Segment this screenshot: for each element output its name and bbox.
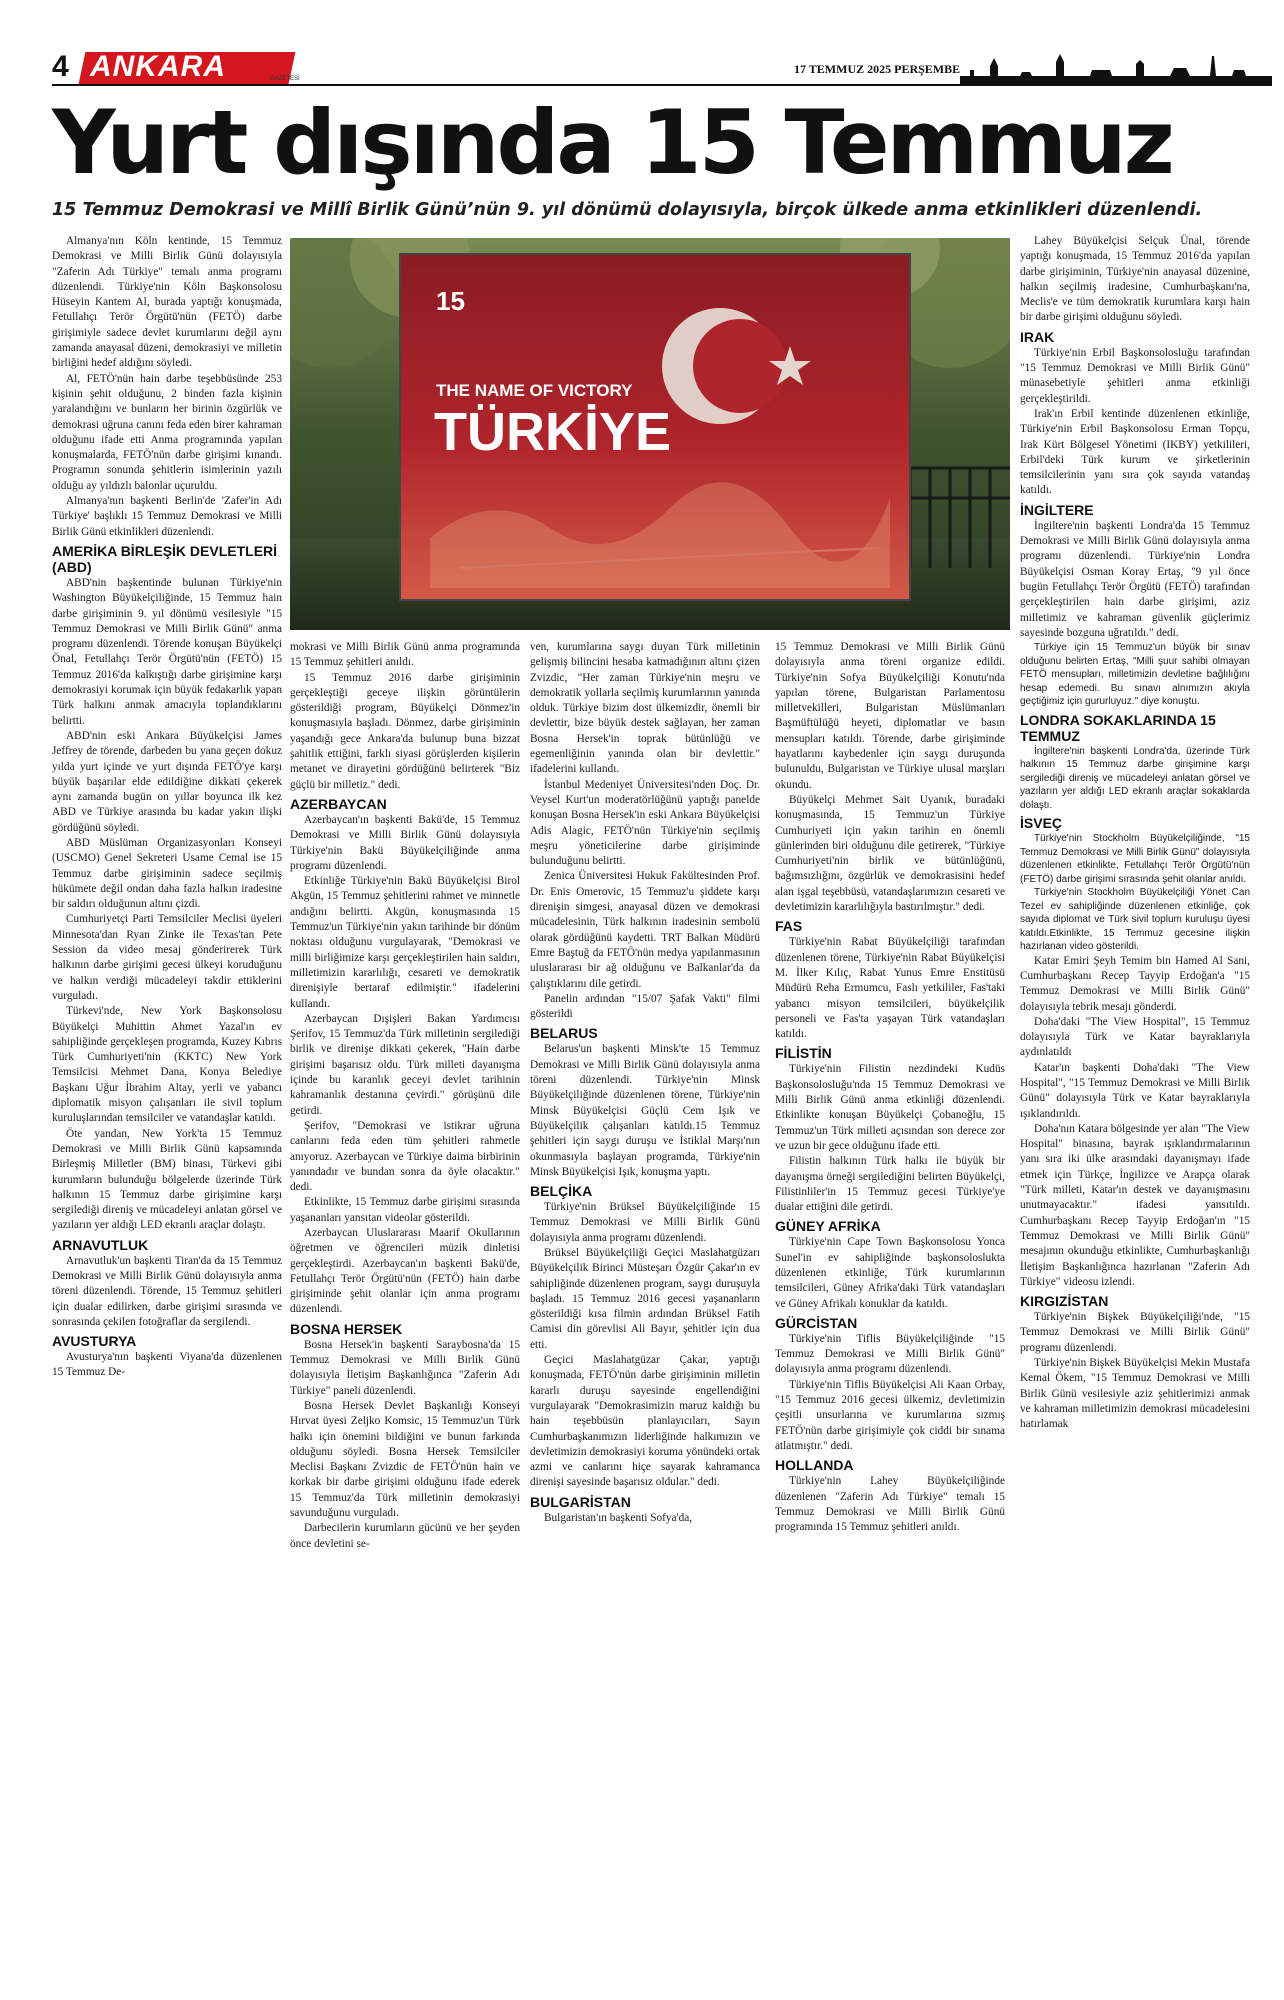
paragraph: Lahey Büyükelçisi Selçuk Ünal, törende yaptığı konuşmada, 15 Temmuz 2016'da yapılan darbe girişiminin, Türkiye'nin anayasal düzenine, halkın seçilmiş iradesine, Cumhurbaşkanı'na, Meclis'e ve tüm demokratik kurumlara karşı hain bir darbe girişimi olduğunu söyledi.	[1020, 235, 1250, 324]
banner-line-2: TÜRKİYE	[434, 402, 672, 462]
paragraph: Türkiye'nin Bişkek Büyükelçisi Mekin Mustafa Kemal Ökem, "15 Temmuz Demokrasi ve Milli Birlik Günü vesilesiyle aziz şehitlerimizi anmak ve kahraman milletimizin demokrasi mücadelesini hatırlamak	[1020, 1357, 1250, 1431]
paragraph: Bosna Hersek'in başkenti Saraybosna'da 15 Temmuz Demokrasi ve Milli Birlik Günü dolayısıyla İletişim Başkanlığınca "Zaferin Adı Türkiye" paneli düzenlendi.	[290, 1338, 520, 1397]
paragraph: Azerbaycan'ın başkenti Bakü'de, 15 Temmuz Demokrasi ve Milli Birlik Günü dolayısıyla Türkiye'nin Bakü Büyükelçiliğinde anma programı düzenlendi.	[290, 813, 520, 872]
column-2	[290, 640, 520, 1552]
paragraph: Katar'ın başkenti Doha'daki "The View Hospital", "15 Temmuz Demokrasi ve Milli Birlik Günü" dolayısıyla Türk ve Katar bayraklarıyla ışıklandırıldı.	[1020, 1061, 1250, 1120]
column-5	[1020, 234, 1250, 1433]
paragraph: Türkiye'nin Rabat Büyükelçiliği tarafından düzenlenen törene, Türkiye'nin Rabat Büyükelçisi M. İlker Kılıç, Rabat Yunus Emre Enstitüsü Müdürü Reha Ermumcu, Faslı yetkililer, Fas'taki yabancı misyon temsilcileri, büyükelçilik personeli ve Fas'ta yaşayan Türk vatandaşları katıldı.	[775, 936, 1005, 1041]
column-3	[530, 640, 760, 1526]
column-4	[775, 640, 1005, 1535]
paragraph: Doha'nın Katara bölgesinde yer alan "The View Hospital" binasına, bayrak ışıklandırmalarının yanı sıra iki ülke arasındaki dayanışmayı ifade etmek için Türkçe, İngilizce ve Arapça olarak "Türk milleti, Katar'ın destek ve dayanışmasını unutmayacaktır." ifadesi yansıtıldı. Cumhurbaşkanı Recep Tayyip Erdoğan'ın "15 Temmuz Demokrasi ve Milli Birlik Günü" mesajının okunduğu etkinlikte, Cumhurbaşkanlığı İletişim Başkanlığınca hazırlanan "Zaferin Adı Türkiye" videosu izlendi.	[1020, 1122, 1250, 1288]
section-heading: BOSNA HERSEK	[290, 1320, 403, 1337]
paragraph: ABD'nin eski Ankara Büyükelçisi James Jeffrey de törende, darbeden bu yana geçen dokuz yılda yurt içinde ve yurt dışında FETÖ'ye karşı büyük başarılar elde edildiğine dikkati çekerek aynı zamanda bugün on yıllar boyunca ilk kez ABD ve Türkiye arasında bu kadar yakın ilişki gördüğünü söyledi.	[52, 729, 282, 834]
paragraph: Türkevi'nde, New York Başkonsolosu Büyükelçi Muhittin Ahmet Yazal'ın ev sahipliğinde gerçekleşen programda, Kuzey Kıbrıs Türk Cumhuriyeti'nin (KKTC) New York Temsilcisi Mehmet Dana, Konya Belediye Başkanı Uğur İbrahim Altay, yerli ve yabancı diplomatik misyon çalışanları ile sivil toplum kuruluşlarından temsilciler ve vatandaşlar katıldı.	[52, 1005, 282, 1125]
section-heading: FAS	[775, 918, 803, 935]
paragraph: Arnavutluk'un başkenti Tiran'da da 15 Temmuz Demokrasi ve Milli Birlik Günü dolayısıyla anma töreni düzenlendi. Törende, 15 Temmuz şehitleri için dualar edilirken, darbe girişimi sırasında ve sonrasında çekilen fotoğraflar da sergilendi.	[52, 1254, 282, 1328]
paragraph: Azerbaycan Uluslararası Maarif Okullarının öğretmen ve öğrencileri müzik dinletisi gerçekleştirdi. Azerbaycan'ın başkenti Bakü'de, Fetullahçı Terör Örgütü'nün (FETÖ) hain darbe girişiminde şehit olanlar için anma programı düzenlendi.	[290, 1226, 520, 1316]
masthead	[52, 50, 1272, 90]
paragraph: ABD'nin başkentinde bulunan Türkiye'nin Washington Büyükelçiliğinde, 15 Temmuz hain darbe girişiminin 9. yıl dönümü vesilesiyle "15 Temmuz Demokrasi ve Milli Birlik Günü" anma programı düzenlendi. Törende konuşan Büyükelçi Önal, Fetullahçı Terör Örgütü'nün (FETÖ) 15 Temmuz 2016'da kalkıştığı darbe girişimine karşı demokrasiyi korumak için büyük fedakarlık yapan Türk halkını anmak amacıyla toplandıklarını belirtti.	[52, 576, 282, 727]
section-heading: BULGARİSTAN	[530, 1493, 631, 1510]
paragraph: Cumhuriyetçi Parti Temsilciler Meclisi üyeleri Minnesota'dan Ryan Zinke ile Texas'tan Pete Session da video mesaj gönderirerek Türk halkının darbe girişimi gecesi ülkeyi koruduğunu ve halkın verdiği mücadeleyi takdir ettiklerini vurguladı.	[52, 913, 282, 1002]
paragraph: Almanya'nın başkenti Berlin'de 'Zafer'in Adı Türkiye' başlıklı 15 Temmuz Demokrasi ve Milli Birlik Günü etkinlikleri düzenlendi.	[52, 495, 282, 538]
paragraph: Zenica Üniversitesi Hukuk Fakültesinden Prof. Dr. Enis Omerovic, 15 Temmuz'u şiddete karşı direnişin simgesi, anayasal düzen ve demokrasi mücadelesinin, Türk halkının iradesinin sembolü olarak gördüğünü kaydetti. TRT Balkan Müdürü Emre Baştuğ da FETÖ'nün medya yapılanmasının uluslararası bir ağ olduğunu ve Balkanlar'da da çalıştıklarını dile getirdi.	[530, 870, 760, 990]
paragraph: İstanbul Medeniyet Üniversitesi'nden Doç. Dr. Veysel Kurt'un moderatörlüğünü yaptığı panelde konuşan Bosna Hersek'in eski Ankara Büyükelçisi Adis Alagic, FETÖ'nün Türkiye'nin seçilmiş meşru yöneticilerine darbe girişiminde bulunduğunu belirtti.	[530, 778, 760, 868]
skyline-icon	[960, 50, 1272, 84]
paragraph: Darbecilerin kurumların gücünü ve her şeyden önce devletini se-	[290, 1522, 520, 1550]
paragraph: Etkinliğe Türkiye'nin Bakü Büyükelçisi Birol Akgün, 15 Temmuz şehitlerini rahmet ve minnetle andığını belirtti. Akgün, konuşmasında 15 Temmuz'un Türkiye'nin yakın tarihinde bir dönüm noktası olduğunu vurgulayarak, "Demokrasi ve milli birliğimize karşı gerçekleştirilen hain saldırı, milletimizin kararlılığı, cesareti ve demokratik direnişiyle bertaraf edilmiştir." ifadelerini kullandı.	[290, 875, 520, 1010]
paragraph: ven, kurumlarına saygı duyan Türk milletinin gelişmiş bilincini hesaba katmadığının altını çizen Zvizdic, "Her zaman Türkiye'nin meşru ve demokratik yollarla seçilmiş kurumlarının yanında olduk. Türkiye bizim dost ülkemizdir, önemli bir devlettir, bize büyük destek sağlayan, her zaman Bosna Hersek'in toprak bütünlüğü ve egemenliğinin yanında olan bir devlettir." ifadelerini kullandı.	[530, 641, 760, 776]
masthead-rule	[52, 84, 1272, 86]
section-heading: İSVEÇ	[1020, 815, 1063, 832]
paragraph: Türkiye'nin Tiflis Büyükelçisi Ali Kaan Orbay, "15 Temmuz 2016 gecesi ülkemiz, devletimizin çeşitli unsurlarına ve kurumlarına sızmış FETÖ'nün darbe girişimiyle çok ciddi bir sınama atlatmıştır." dedi.	[775, 1378, 1005, 1452]
section-heading: AZERBAYCAN	[290, 795, 387, 812]
headline: Yurt dışında 15 Temmuz	[52, 91, 1172, 194]
logo-subtitle: GAZETESİ	[270, 76, 300, 82]
section-heading: KIRGIZİSTAN	[1020, 1293, 1109, 1310]
paragraph: Türkiye'nin Brüksel Büyükelçiliğinde 15 Temmuz Demokrasi ve Milli Birlik Günü dolayısıyla anma programı düzenlendi.	[530, 1201, 760, 1244]
paragraph: 15 Temmuz 2016 darbe girişiminin gerçekleştiği geceye ilişkin görüntülerin gösterildiği program, Büyükelçi Dönmez'in konuşmasıyla başladı. Dönmez, darbe girişiminin yaşandığı gece Ankara'da bulunup buna bizzat şahitlik ettiğini, farklı siyasi görüşlerden kişilerin metanet ve dirayetini gördüğünü belirterek "Biz güçlü bir milletiz." dedi.	[290, 671, 520, 791]
section-heading: AVUSTURYA	[52, 1333, 137, 1350]
paragraph: Belarus'un başkenti Minsk'te 15 Temmuz Demokrasi ve Milli Birlik Günü dolayısıyla anma töreni düzenlendi. Türkiye'nin Minsk Büyükelçiliğinde düzenlenen törene, Türkiye'nin Minsk Büyükelçisi Güçlü Cem Işık ve Büyükelçilik çalışanları katıldı.15 Temmuz şehitleri için saygı duruşu ve İstiklal Marşı'nın okunmasıyla başlayan programda, Türkiye'nin Minsk Büyükelçisi Işık, konuşma yaptı.	[530, 1043, 760, 1178]
paragraph: Almanya'nın Köln kentinde, 15 Temmuz Demokrasi ve Milli Birlik Günü dolayısıyla "Zaferin Adı Türkiye" temalı anma programı düzenlendi. Türkiye'nin Köln Başkonsolosu Hüseyin Kantem Al, burada yaptığı konuşmada, Fetullahçı Terör Örgütü'nün (FETÖ) darbe girişimiyle sadece devlet kurumlarını değil aynı zamanda anayasal düzeni, demokrasiyi ve milletin birliğini hedef aldığını söyledi.	[52, 235, 282, 370]
paragraph: Bosna Hersek Devlet Başkanlığı Konseyi Hırvat üyesi Zeljko Komsic, 15 Temmuz'un Türk halkı için önemini bildiğini ve bunun farkında olduğunu söyledi. Bosna Hersek Temsilciler Meclisi Başkanı Zvizdic de FETÖ'nün hain ve korkak bir darbe girişimi olduğunu ifade ederek 15 Temmuz'da Türk milletinin demokrasiyi savunduğunu vurguladı.	[290, 1399, 520, 1520]
paragraph: Doha'daki "The View Hospital", 15 Temmuz dolayısıyla Türk ve Katar bayraklarıyla aydınlatıldı	[1020, 1015, 1250, 1059]
paragraph: 15 Temmuz Demokrasi ve Milli Birlik Günü dolayısıyla anma töreni organize edildi. Türkiye'nin Sofya Büyükelçiliği Konutu'nda yapılan törene, Bulgaristan Parlamentosu milletvekilleri, Bulgaristan Müslümanları Başmüftülüğü heyeti, diplomatlar ve basın mensupları katıldı. Törende, darbe girişiminde hayatlarını kaybedenler için saygı duruşunda bulunuldu, Bulgaristan ve Türkiye ulusal marşları okundu.	[775, 641, 1005, 791]
paragraph: İngiltere'nin başkenti Londra'da 15 Temmuz Demokrasi ve Milli Birlik Günü dolayısıyla anma programı düzenlendi. Türkiye'nin Londra Büyükelçisi Osman Koray Ertaş, "9 yıl önce bugün Fetullahçı Terör Örgütü (FETÖ) tarafından gerçekleştirilen hain darbe girişimi, aziz milletimiz ve kahraman güvenlik güçlerimiz sayesinde bozguna uğratıldı." dedi.	[1020, 519, 1250, 639]
paragraph: Öte yandan, New York'ta 15 Temmuz Demokrasi ve Milli Birlik Günü kapsamında Birleşmiş Milletler (BM) binası, Türkevi gibi kurumların bulunduğu bölgelerde üzerinde Türk halkının 15 Temmuz darbe girişimine karşı sergilediği direniş ve mücadeleyi anlatan görsel ve yazıların yer aldığı LED ekranlı araçlar dolaştı.	[52, 1127, 282, 1232]
paragraph: Irak'ın Erbil kentinde düzenlenen etkinliğe, Türkiye'nin Erbil Başkonsolosu Erman Topçu, Irak Kürt Bölgesel Yönetimi (IKBY) yetkilileri, Erbil'deki Türk kurum ve şirketlerinin temsilcilerinin yanı sıra çok sayıda vatandaş katıldı.	[1020, 407, 1250, 497]
billboard-photo	[290, 238, 1010, 630]
section-heading: GÜRCİSTAN	[775, 1314, 858, 1331]
section-heading: LONDRA SOKAKLARINDA 15 TEMMUZ	[1020, 711, 1216, 744]
paragraph: Etkinlikte, 15 Temmuz darbe girişimi sırasında yaşananları yansıtan videolar gösterildi.	[290, 1196, 520, 1224]
column-1	[52, 234, 282, 1381]
section-heading: BELÇİKA	[530, 1183, 593, 1200]
banner-line-1: THE NAME OF VICTORY	[436, 381, 633, 400]
section-heading: ARNAVUTLUK	[52, 1236, 149, 1253]
paragraph: Panelin ardından "15/07 Şafak Vakti" filmi gösterildi	[530, 992, 760, 1021]
paragraph: Avusturya'nın başkenti Viyana'da düzenlenen 15 Temmuz De-	[52, 1351, 282, 1379]
paragraph: Bulgaristan'ın başkenti Sofya'da,	[544, 1511, 693, 1524]
section-heading: FİLİSTİN	[775, 1045, 832, 1062]
paragraph: Türkiye'nin Cape Town Başkonsolosu Yonca Sunel'in ev sahipliğinde başkonsoloslukta düzenlenen etkinliğe, Türk kurumlarının temsilcileri, Güney Afrika'daki Türk vatandaşları ve Güney Afrikalı konuklar da katıldı.	[775, 1236, 1005, 1310]
section-heading: GÜNEY AFRİKA	[775, 1218, 881, 1235]
section-heading: İNGİLTERE	[1020, 501, 1094, 518]
page-number: 4	[52, 50, 69, 83]
paragraph: Türkiye için 15 Temmuz'un büyük bir sınav olduğunu belirten Ertaş, "Milli şuur sahibi olmayan FETÖ mensupları, milletimizin devletine bağlılığını hesap edemedi. Bu sınavı alnımızın akıyla geçtiğimiz için gururluyuz." diye konuştu.	[1020, 642, 1250, 708]
paragraph: Azerbaycan Dışişleri Bakan Yardımcısı Şerifov, 15 Temmuz'da Türk milletinin sergilediği birlik ve direnişe dikkati çekerek, "Hain darbe girişimi başarısız oldu. Türk milleti dayanışma içinde bu karanlık geceyi devlet tarihinin kahramanlık destanına çevirdi." görüşünü dile getirdi.	[290, 1012, 520, 1117]
paragraph: Şerifov, "Demokrasi ve istikrar uğruna canlarını feda eden tüm şehitleri rahmetle anıyoruz. Azerbaycan ve Türkiye daima birbirinin yanındadır ve bundan sonra da öyle olacaktır." dedi.	[290, 1119, 520, 1194]
banner-logo: 15	[436, 286, 465, 316]
paragraph: Filistin halkının Türk halkı ile büyük bir dayanışma örneği sergilediğini belirten Büyükelçi, Filistinliler'in 15 Temmuz gecesi Türkiye'ye dualar ettiğini dile getirdi.	[775, 1155, 1005, 1214]
paragraph: Al, FETÖ'nün hain darbe teşebbüsünde 253 kişinin şehit olduğunu, 2 binden fazla kişinin yaralandığını ve bunların her birinin özgürlük ve demokrasi uğruna canını feda eden birer kahraman olduğunu ifade etti Anma programında yapılan konuşmalarda, FETÖ'nün darbe girişimi kınandı. Programın sonunda şehitlerin isimlerinin yazılı olduğu ay yıldızlı balonlar uçuruldu.	[52, 372, 282, 492]
paragraph: Türkiye'nin Filistin nezdindeki Kudüs Başkonsolosluğu'nda 15 Temmuz Demokrasi ve Milli Birlik Günü anma etkinliği düzenlendi. Etkinlikte konuşan Büyükelçi Çobanoğlu, 15 Temmuz'un Türk milleti açısından son derece zor ve uzun bir gece olduğunu ifade etti.	[775, 1063, 1005, 1152]
logo: ANKARA	[90, 50, 226, 83]
paragraph: Türkiye'nin Stockholm Büyükelçiliğinde, "15 Temmuz Demokrasi ve Milli Birlik Günü" dolayısıyla düzenlenen etkinlikte, Fetullahçı Terör Örgütü'nün (FETÖ) darbe girişimi sırasında şehit olanlar anıldı.	[1020, 833, 1250, 885]
paragraph: Türkiye'nin Lahey Büyükelçiliğinde düzenlenen "Zaferin Adı Türkiye" temalı 15 Temmuz Demokrasi ve Milli Birlik Günü programında 15 Temmuz şehitleri anıldı.	[775, 1475, 1005, 1534]
paragraph: mokrasi ve Milli Birlik Günü anma programında 15 Temmuz şehitleri anıldı.	[290, 641, 520, 669]
article-photo	[290, 238, 1010, 630]
section-heading: BELARUS	[530, 1025, 598, 1042]
section-heading: HOLLANDA	[775, 1457, 854, 1474]
section-heading: AMERİKA BİRLEŞİK DEVLETLERİ (ABD)	[52, 542, 278, 575]
section-heading: IRAK	[1020, 328, 1055, 345]
paragraph: Katar Emiri Şeyh Temim bin Hamed Al Sani, Cumhurbaşkanı Recep Tayyip Erdoğan'a "15 Temmuz Demokrasi ve Milli Birlik Günü" dolayısıyla tebrik mesajı gönderdi.	[1020, 954, 1250, 1013]
issue-date: 17 TEMMUZ 2025 PERŞEMBE	[794, 62, 961, 76]
paragraph: ABD Müslüman Organizasyonları Konseyi (USCMO) Genel Sekreteri Usame Cemal ise 15 Temmuz darbe girişiminin sadece seçilmiş hükümete değil ondan daha fazla halkın iradesine bir saldırı olduğunun altını çizdi.	[52, 836, 282, 911]
paragraph: Türkiye'nin Stockholm Büyükelçiliği Yönet Can Tezel ev sahipliğinde düzenlenen etkinliğe, çok sayıda diplomat ve Türk sivil toplum kuruluşu üyesi katıldı.Etkinlikte, 15 Temmuz gecesine ilişkin hazırlanan video gösterildi.	[1020, 887, 1250, 953]
paragraph: Türkiye'nin Erbil Başkonsolosluğu tarafından "15 Temmuz Demokrasi ve Milli Birlik Günü" münasebetiyle şehitleri anma etkinliği gerçekleştirildi.	[1020, 346, 1250, 405]
subheadline: 15 Temmuz Demokrasi ve Millî Birlik Günü’nün 9. yıl dönümü dolayısıyla, birçok ülkede anma etkinlikleri düzenlendi.	[52, 200, 1203, 220]
paragraph: Türkiye'nin Tiflis Büyükelçiliğinde "15 Temmuz Demokrasi ve Milli Birlik Günü" dolayısıyla anma programı düzenlendi.	[775, 1332, 1005, 1376]
paragraph: Brüksel Büyükelçiliği Geçici Maslahatgüzarı Büyükelçilik Birinci Müsteşarı Özgür Çakar'ın ev sahipliğinde düzenlenen program, saygı duruşuyla başladı. 15 Temmuz 2016 gecesi yaşananların gösterildiği kısa filmin ardından Brüksel Fatih Camisi din görevlisi Ali Bayır, şehitler için dua etti.	[530, 1246, 760, 1351]
paragraph: Geçici Maslahatgüzar Çakar, yaptığı konuşmada, FETÖ'nün darbe girişiminin milletin kararlı duruşu sayesinde engellendiğini vurgulayarak "Demokrasimizin maruz kaldığı bu hain teşebbüsün planlayıcıları, Sayın Cumhurbaşkanımızın liderliğinde halkımızın ve devletimizin demokrasiyi koruma yönündeki ortak azmi ve canlarını hiçe sayarak kahramanca direnişi sayesinde başarısız oldular." dedi.	[530, 1354, 760, 1489]
paragraph: Büyükelçi Mehmet Sait Uyanık, buradaki konuşmasında, 15 Temmuz'un Türkiye Cumhuriyeti için yakın tarihin en önemli günlerinden biri olduğunu dile getirerek, "Türkiye Cumhuriyeti'nin birlik ve bütünlüğünü, bağımsızlığını, özgürlük ve demokrasisini hedef alan işgal teşebbüsü, vatandaşlarımızın cesareti ve devletimizin kararlılığıyla bastırılmıştır." dedi.	[775, 793, 1005, 914]
paragraph: İngiltere'nin başkenti Londra'da, üzerinde Türk halkının 15 Temmuz darbe girişimine karşı sergilediği direniş ve mücadeleyi anlatan görsel ve yazıların yer aldığı LED ekranlı araçlar sokaklarda dolaştı.	[1020, 745, 1250, 811]
paragraph: Türkiye'nin Bişkek Büyükelçiliği'nde, "15 Temmuz Demokrasi ve Milli Birlik Günü" programı düzenlendi.	[1020, 1311, 1250, 1354]
